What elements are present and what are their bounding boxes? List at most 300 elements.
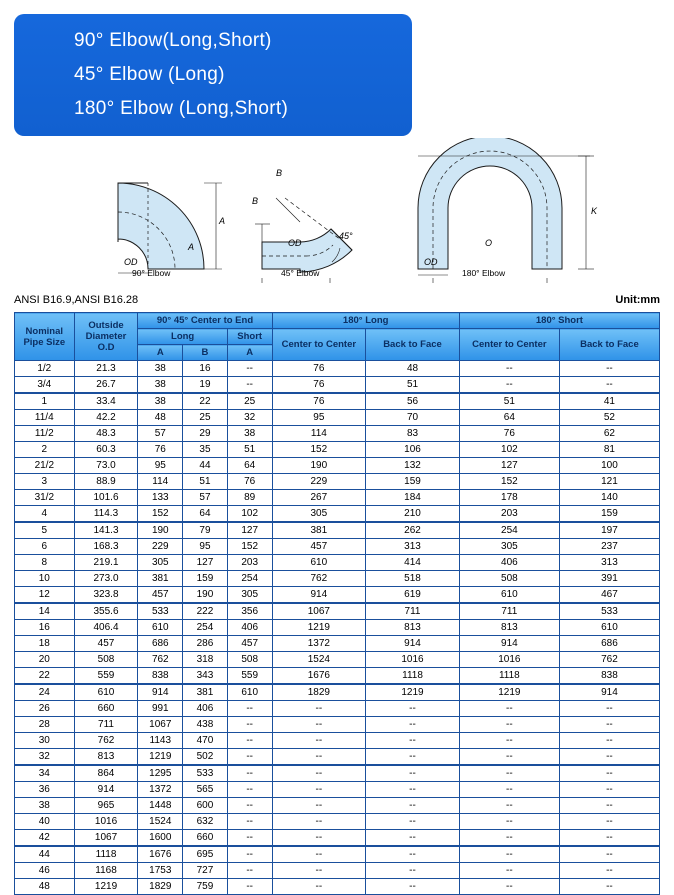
cell-long-B: 727 [183, 863, 228, 879]
cell-nominal-pipe-size: 40 [15, 814, 75, 830]
cell-180-long-O: 1676 [272, 668, 366, 685]
cell-long-A: 1676 [138, 846, 183, 863]
cell-nominal-pipe-size: 31/2 [15, 490, 75, 506]
cell-180-short-O: 178 [459, 490, 559, 506]
dim-label-180-O: O [485, 238, 493, 248]
cell-180-long-O: -- [272, 701, 366, 717]
cell-180-long-K: 83 [366, 426, 460, 442]
cell-short-A: 32 [227, 410, 272, 426]
cell-nominal-pipe-size: 1/2 [15, 361, 75, 377]
cell-180-short-O: 508 [459, 571, 559, 587]
cell-short-A: -- [227, 782, 272, 798]
cell-180-long-O: -- [272, 749, 366, 766]
cell-outside-diameter: 42.2 [74, 410, 138, 426]
drawings-area [0, 138, 674, 283]
cell-short-A: -- [227, 717, 272, 733]
cell-180-short-O: -- [459, 782, 559, 798]
table-row [15, 846, 660, 863]
cell-long-B: 381 [183, 684, 228, 701]
cell-long-A: 1143 [138, 733, 183, 749]
cell-180-short-O: 127 [459, 458, 559, 474]
unit-label: Unit:mm [615, 294, 660, 306]
cell-180-long-K: 813 [366, 620, 460, 636]
cell-180-long-K: 414 [366, 555, 460, 571]
cell-long-A: 1600 [138, 830, 183, 847]
dim-label-45-B-lower: B [252, 196, 259, 206]
header-short-center-to-center: Center to Center [459, 329, 559, 361]
table-row [15, 798, 660, 814]
cell-180-long-K: -- [366, 765, 460, 782]
cell-180-long-O: 914 [272, 587, 366, 604]
cell-180-short-K: 533 [559, 603, 659, 620]
cell-long-A: 1219 [138, 749, 183, 766]
cell-outside-diameter: 457 [74, 636, 138, 652]
cell-outside-diameter: 508 [74, 652, 138, 668]
cell-short-A: -- [227, 733, 272, 749]
cell-nominal-pipe-size: 48 [15, 879, 75, 895]
cell-180-long-K: -- [366, 879, 460, 895]
cell-short-A: 25 [227, 393, 272, 410]
cell-nominal-pipe-size: 11/2 [15, 426, 75, 442]
cell-short-A: 305 [227, 587, 272, 604]
cell-180-short-K: -- [559, 830, 659, 847]
table-row [15, 539, 660, 555]
table-row [15, 410, 660, 426]
table-row [15, 426, 660, 442]
cell-180-long-K: 711 [366, 603, 460, 620]
cell-180-short-O: 1016 [459, 652, 559, 668]
table-row [15, 701, 660, 717]
cell-long-A: 38 [138, 361, 183, 377]
elbow-dimension-table [14, 312, 660, 895]
cell-nominal-pipe-size: 34 [15, 765, 75, 782]
table-row [15, 717, 660, 733]
figure-caption-45: 45° Elbow [281, 268, 320, 278]
cell-180-short-O: 914 [459, 636, 559, 652]
cell-180-short-O: -- [459, 798, 559, 814]
cell-180-long-K: -- [366, 846, 460, 863]
cell-nominal-pipe-size: 18 [15, 636, 75, 652]
title-line-180: 180° Elbow (Long,Short) [74, 98, 289, 119]
cell-nominal-pipe-size: 28 [15, 717, 75, 733]
cell-outside-diameter: 323.8 [74, 587, 138, 604]
cell-long-A: 76 [138, 442, 183, 458]
cell-180-short-K: 610 [559, 620, 659, 636]
cell-long-A: 152 [138, 506, 183, 523]
cell-long-B: 286 [183, 636, 228, 652]
header-nominal-pipe-size [15, 313, 75, 361]
table-row [15, 652, 660, 668]
cell-180-short-O: -- [459, 733, 559, 749]
cell-nominal-pipe-size: 10 [15, 571, 75, 587]
cell-outside-diameter: 168.3 [74, 539, 138, 555]
cell-180-long-K: 70 [366, 410, 460, 426]
cell-long-A: 48 [138, 410, 183, 426]
cell-180-long-K: 56 [366, 393, 460, 410]
cell-long-A: 305 [138, 555, 183, 571]
cell-nominal-pipe-size: 36 [15, 782, 75, 798]
header-col-B: B [183, 345, 228, 361]
cell-long-A: 686 [138, 636, 183, 652]
cell-nominal-pipe-size: 44 [15, 846, 75, 863]
table-row [15, 814, 660, 830]
cell-long-B: 159 [183, 571, 228, 587]
cell-180-long-K: -- [366, 701, 460, 717]
cell-180-short-O: 305 [459, 539, 559, 555]
cell-nominal-pipe-size: 11/4 [15, 410, 75, 426]
cell-nominal-pipe-size: 20 [15, 652, 75, 668]
cell-180-short-O: -- [459, 846, 559, 863]
cell-180-long-K: -- [366, 749, 460, 766]
cell-nominal-pipe-size: 30 [15, 733, 75, 749]
cell-outside-diameter: 1067 [74, 830, 138, 847]
cell-180-short-O: 152 [459, 474, 559, 490]
cell-180-short-K: 914 [559, 684, 659, 701]
cell-long-B: 695 [183, 846, 228, 863]
cell-long-B: 95 [183, 539, 228, 555]
cell-long-A: 133 [138, 490, 183, 506]
cell-nominal-pipe-size: 1 [15, 393, 75, 410]
cell-long-A: 38 [138, 393, 183, 410]
title-line-45: 45° Elbow (Long) [74, 64, 225, 85]
cell-outside-diameter: 33.4 [74, 393, 138, 410]
cell-nominal-pipe-size: 14 [15, 603, 75, 620]
cell-long-A: 457 [138, 587, 183, 604]
table-row [15, 458, 660, 474]
cell-nominal-pipe-size: 8 [15, 555, 75, 571]
cell-nominal-pipe-size: 46 [15, 863, 75, 879]
cell-long-B: 254 [183, 620, 228, 636]
cell-180-long-O: 1524 [272, 652, 366, 668]
cell-180-short-O: -- [459, 814, 559, 830]
cell-180-short-K: -- [559, 879, 659, 895]
cell-short-A: -- [227, 863, 272, 879]
cell-180-short-O: 711 [459, 603, 559, 620]
cell-short-A: -- [227, 830, 272, 847]
cell-long-A: 533 [138, 603, 183, 620]
cell-long-B: 470 [183, 733, 228, 749]
dim-label-45-angle: 45° [339, 231, 353, 241]
cell-long-A: 190 [138, 522, 183, 539]
cell-180-long-K: -- [366, 814, 460, 830]
cell-180-short-O: 76 [459, 426, 559, 442]
cell-180-short-K: 237 [559, 539, 659, 555]
cell-180-long-O: 1067 [272, 603, 366, 620]
cell-180-long-K: 914 [366, 636, 460, 652]
cell-180-long-K: 210 [366, 506, 460, 523]
cell-180-long-O: 114 [272, 426, 366, 442]
cell-outside-diameter: 406.4 [74, 620, 138, 636]
cell-180-short-O: 203 [459, 506, 559, 523]
cell-long-A: 762 [138, 652, 183, 668]
cell-180-long-O: 152 [272, 442, 366, 458]
cell-180-short-O: -- [459, 830, 559, 847]
cell-180-long-O: -- [272, 765, 366, 782]
cell-long-B: 19 [183, 377, 228, 394]
table-row [15, 684, 660, 701]
cell-180-long-O: -- [272, 814, 366, 830]
cell-180-short-K: 159 [559, 506, 659, 523]
cell-outside-diameter: 1118 [74, 846, 138, 863]
cell-180-short-O: 102 [459, 442, 559, 458]
cell-180-long-O: -- [272, 830, 366, 847]
cell-180-short-O: -- [459, 377, 559, 394]
cell-long-B: 759 [183, 879, 228, 895]
cell-180-short-O: -- [459, 361, 559, 377]
table-header [15, 313, 660, 361]
header-col-A-short: A [227, 345, 272, 361]
cell-long-B: 51 [183, 474, 228, 490]
cell-180-long-O: 76 [272, 393, 366, 410]
table-row [15, 620, 660, 636]
cell-180-short-K: 313 [559, 555, 659, 571]
cell-nominal-pipe-size: 32 [15, 749, 75, 766]
cell-short-A: -- [227, 846, 272, 863]
figure-180-elbow [418, 138, 594, 283]
cell-outside-diameter: 141.3 [74, 522, 138, 539]
cell-180-short-K: -- [559, 814, 659, 830]
cell-short-A: -- [227, 377, 272, 394]
elbow-drawings-svg [0, 138, 674, 283]
cell-180-long-K: -- [366, 733, 460, 749]
header-nominal-line: Nominal [25, 325, 64, 337]
cell-180-long-K: 518 [366, 571, 460, 587]
cell-long-B: 343 [183, 668, 228, 685]
cell-180-short-O: 1219 [459, 684, 559, 701]
cell-180-long-K: 184 [366, 490, 460, 506]
dim-label-180-K: K [591, 206, 598, 216]
dim-label-45-OD: OD [288, 238, 302, 248]
cell-180-long-K: 51 [366, 377, 460, 394]
cell-180-short-O: 1118 [459, 668, 559, 685]
cell-180-long-K: -- [366, 830, 460, 847]
cell-180-long-O: -- [272, 717, 366, 733]
table-row [15, 393, 660, 410]
cell-180-short-K: -- [559, 782, 659, 798]
cell-nominal-pipe-size: 16 [15, 620, 75, 636]
cell-180-long-O: -- [272, 863, 366, 879]
cell-outside-diameter: 1016 [74, 814, 138, 830]
cell-short-A: 254 [227, 571, 272, 587]
cell-180-long-O: -- [272, 879, 366, 895]
cell-180-short-O: -- [459, 863, 559, 879]
cell-outside-diameter: 914 [74, 782, 138, 798]
cell-short-A: 610 [227, 684, 272, 701]
cell-180-short-K: 121 [559, 474, 659, 490]
cell-nominal-pipe-size: 21/2 [15, 458, 75, 474]
dim-label-180-OD: OD [424, 257, 438, 267]
cell-short-A: 152 [227, 539, 272, 555]
cell-180-long-O: 190 [272, 458, 366, 474]
header-outside-line: Outside [88, 320, 124, 331]
dim-label-90-A-vertical: A [219, 216, 226, 226]
cell-outside-diameter: 60.3 [74, 442, 138, 458]
cell-long-B: 127 [183, 555, 228, 571]
cell-180-short-O: -- [459, 701, 559, 717]
table-row [15, 587, 660, 604]
header-short: Short [227, 329, 272, 345]
cell-long-A: 1295 [138, 765, 183, 782]
cell-180-short-K: -- [559, 798, 659, 814]
header-long: Long [138, 329, 227, 345]
cell-long-B: 29 [183, 426, 228, 442]
cell-180-short-O: 406 [459, 555, 559, 571]
cell-nominal-pipe-size: 6 [15, 539, 75, 555]
cell-short-A: -- [227, 701, 272, 717]
cell-180-long-O: 762 [272, 571, 366, 587]
cell-180-long-O: 1829 [272, 684, 366, 701]
cell-180-short-K: 197 [559, 522, 659, 539]
header-long-back-to-face: Back to Face [366, 329, 460, 361]
header-row-1 [15, 313, 660, 329]
cell-180-long-O: 76 [272, 361, 366, 377]
cell-180-short-O: 254 [459, 522, 559, 539]
cell-long-A: 610 [138, 620, 183, 636]
cell-long-B: 438 [183, 717, 228, 733]
cell-180-long-K: -- [366, 717, 460, 733]
cell-outside-diameter: 355.6 [74, 603, 138, 620]
cell-nominal-pipe-size: 2 [15, 442, 75, 458]
cell-long-B: 190 [183, 587, 228, 604]
table-row [15, 474, 660, 490]
cell-nominal-pipe-size: 38 [15, 798, 75, 814]
cell-180-short-O: 813 [459, 620, 559, 636]
cell-180-short-K: -- [559, 361, 659, 377]
header-center-to-end: 90° 45° Center to End [138, 313, 272, 329]
cell-outside-diameter: 965 [74, 798, 138, 814]
cell-short-A: 102 [227, 506, 272, 523]
cell-180-long-K: 1016 [366, 652, 460, 668]
cell-outside-diameter: 864 [74, 765, 138, 782]
cell-long-B: 600 [183, 798, 228, 814]
cell-180-long-O: 229 [272, 474, 366, 490]
cell-outside-diameter: 660 [74, 701, 138, 717]
header-short-back-to-face: Back to Face [559, 329, 659, 361]
cell-180-long-O: 610 [272, 555, 366, 571]
cell-180-short-K: 62 [559, 426, 659, 442]
table-row [15, 749, 660, 766]
cell-outside-diameter: 610 [74, 684, 138, 701]
cell-180-short-K: 52 [559, 410, 659, 426]
cell-long-B: 406 [183, 701, 228, 717]
cell-180-short-O: -- [459, 879, 559, 895]
cell-long-A: 1524 [138, 814, 183, 830]
cell-180-long-O: 76 [272, 377, 366, 394]
cell-180-short-K: -- [559, 377, 659, 394]
cell-180-long-K: 313 [366, 539, 460, 555]
table-row [15, 555, 660, 571]
cell-long-A: 1753 [138, 863, 183, 879]
header-180-long: 180° Long [272, 313, 459, 329]
cell-180-short-K: 838 [559, 668, 659, 685]
cell-long-B: 25 [183, 410, 228, 426]
cell-short-A: 356 [227, 603, 272, 620]
cell-180-short-K: 391 [559, 571, 659, 587]
cell-outside-diameter: 559 [74, 668, 138, 685]
cell-short-A: 127 [227, 522, 272, 539]
cell-outside-diameter: 21.3 [74, 361, 138, 377]
table-row [15, 863, 660, 879]
cell-nominal-pipe-size: 3/4 [15, 377, 75, 394]
cell-long-B: 632 [183, 814, 228, 830]
cell-180-long-O: 95 [272, 410, 366, 426]
cell-short-A: 203 [227, 555, 272, 571]
cell-180-short-O: -- [459, 749, 559, 766]
table-row [15, 603, 660, 620]
cell-outside-diameter: 219.1 [74, 555, 138, 571]
cell-short-A: -- [227, 798, 272, 814]
cell-180-short-K: 140 [559, 490, 659, 506]
cell-short-A: 457 [227, 636, 272, 652]
cell-180-short-O: 64 [459, 410, 559, 426]
cell-long-A: 838 [138, 668, 183, 685]
cell-180-long-O: 1219 [272, 620, 366, 636]
cell-short-A: 406 [227, 620, 272, 636]
cell-outside-diameter: 1219 [74, 879, 138, 895]
cell-180-short-K: -- [559, 863, 659, 879]
cell-180-short-K: 100 [559, 458, 659, 474]
cell-180-short-K: 467 [559, 587, 659, 604]
cell-180-long-K: -- [366, 863, 460, 879]
cell-nominal-pipe-size: 26 [15, 701, 75, 717]
cell-short-A: 559 [227, 668, 272, 685]
cell-nominal-pipe-size: 22 [15, 668, 75, 685]
cell-long-B: 44 [183, 458, 228, 474]
cell-180-short-O: 51 [459, 393, 559, 410]
cell-long-A: 38 [138, 377, 183, 394]
cell-outside-diameter: 114.3 [74, 506, 138, 523]
table-row [15, 879, 660, 895]
table-row [15, 377, 660, 394]
cell-180-long-O: 381 [272, 522, 366, 539]
standard-reference: ANSI B16.9,ANSI B16.28 [14, 294, 139, 306]
cell-nominal-pipe-size: 4 [15, 506, 75, 523]
cell-long-B: 57 [183, 490, 228, 506]
cell-long-B: 533 [183, 765, 228, 782]
cell-long-A: 1372 [138, 782, 183, 798]
cell-outside-diameter: 88.9 [74, 474, 138, 490]
cell-short-A: -- [227, 361, 272, 377]
cell-short-A: 76 [227, 474, 272, 490]
header-od-line: O.D [97, 342, 115, 353]
table-row [15, 522, 660, 539]
cell-outside-diameter: 273.0 [74, 571, 138, 587]
cell-outside-diameter: 762 [74, 733, 138, 749]
cell-long-A: 95 [138, 458, 183, 474]
cell-180-long-K: 619 [366, 587, 460, 604]
header-180-short: 180° Short [459, 313, 659, 329]
cell-nominal-pipe-size: 3 [15, 474, 75, 490]
cell-long-A: 914 [138, 684, 183, 701]
header-pipe-size-line: Pipe Size [23, 336, 66, 348]
cell-long-B: 222 [183, 603, 228, 620]
cell-long-A: 57 [138, 426, 183, 442]
cell-short-A: -- [227, 814, 272, 830]
title-line-90: 90° Elbow(Long,Short) [74, 30, 272, 51]
dim-label-90-A-horizontal: A [188, 242, 195, 252]
cell-180-short-O: -- [459, 717, 559, 733]
cell-180-long-K: 48 [366, 361, 460, 377]
table-row [15, 442, 660, 458]
cell-180-long-K: 1118 [366, 668, 460, 685]
cell-long-B: 660 [183, 830, 228, 847]
cell-long-A: 229 [138, 539, 183, 555]
table-row [15, 361, 660, 377]
cell-180-short-K: -- [559, 701, 659, 717]
cell-short-A: -- [227, 879, 272, 895]
cell-short-A: 64 [227, 458, 272, 474]
cell-short-A: 508 [227, 652, 272, 668]
